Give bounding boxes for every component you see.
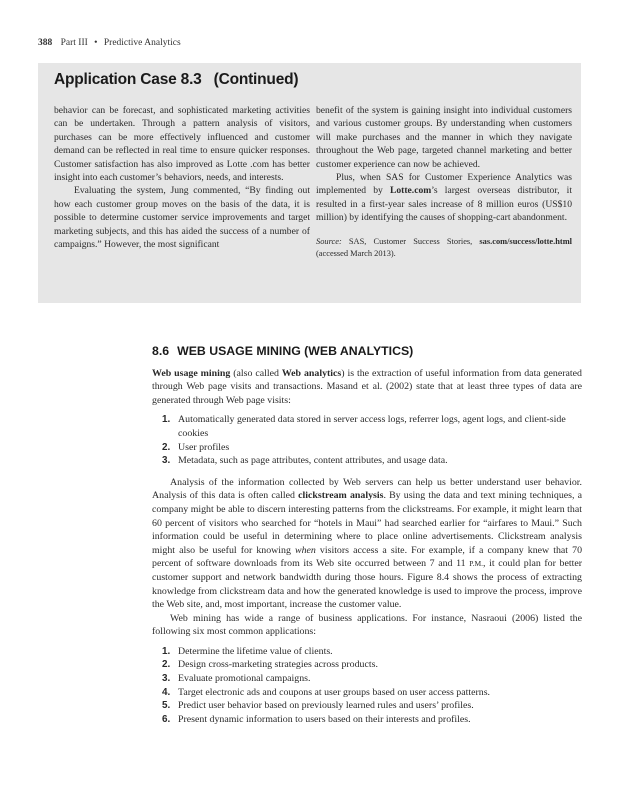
running-head bbox=[38, 38, 181, 48]
text-span: ’s largest overseas distributor, it resulted in a first-year sales increase of 8 million euros (US$10 million) by identifying the causes of shopping-cart abandonment. bbox=[316, 185, 572, 224]
item-text: Present dynamic information to users based on their interests and profiles. bbox=[178, 713, 471, 725]
item-number: 5. bbox=[162, 700, 171, 712]
item-number: 1. bbox=[162, 414, 171, 426]
section-heading bbox=[152, 345, 582, 359]
data-types-list bbox=[152, 413, 582, 467]
list-item bbox=[152, 686, 582, 700]
case-source bbox=[316, 236, 572, 260]
page-number: 388 bbox=[38, 38, 53, 48]
text-span: . By using the data and text mining techniques, a company might be able to discern interesting patterns from the clickstreams. For example, it might learn that 60 percent of visitors who searched for “hotels in Maui” had searched earlier for “airfares to Maui.” Such information could be useful in determining where to place online advertisements. Clickstream analysis might also be useful for knowing bbox=[152, 490, 582, 556]
case-right-paragraph-1: benefit of the system is gaining insight into individual customers and various customer groups. By understanding when customers will make purchases and the manner in which they navigate throughout the Web page, targeted channel marketing and better customer experience can now be achieved. bbox=[316, 105, 572, 170]
term-web-usage-mining: Web usage mining bbox=[152, 367, 231, 379]
item-text: Target electronic ads and coupons at user groups based on user access patterns. bbox=[178, 686, 491, 698]
list-item bbox=[152, 672, 582, 686]
text-span: visitors access a site. For example, if a company knew that 70 percent of software downloads from its Web site occurred between 7 and 11 bbox=[152, 544, 583, 570]
text-span: , it could plan for better customer support and network bandwidth during those hours. Figure 8.4 shows the process of extracting knowledge from clickstream data and how the generated knowledge is used to improve the process, improve the Web site, and, most important, increase the customer value. bbox=[152, 558, 583, 611]
pm-label: P.M. bbox=[469, 559, 483, 569]
item-text: Automatically generated data stored in server access logs, referrer logs, agent logs, and client-side cookies bbox=[178, 414, 566, 439]
case-title-suffix: (Continued) bbox=[213, 71, 299, 88]
list-item bbox=[152, 441, 582, 455]
term-clickstream-analysis: clickstream analysis bbox=[298, 490, 384, 502]
item-number: 1. bbox=[162, 645, 171, 657]
section-number: 8.6 bbox=[152, 344, 170, 358]
item-number: 2. bbox=[162, 441, 171, 453]
text-span: (also called bbox=[230, 367, 282, 379]
source-label: Source: bbox=[316, 236, 342, 246]
emphasis-when: when bbox=[294, 544, 316, 556]
part-label: Part III bbox=[60, 38, 88, 48]
section-label: Predictive Analytics bbox=[103, 38, 181, 48]
item-number: 6. bbox=[162, 713, 171, 725]
case-right-column bbox=[316, 104, 572, 260]
item-number: 3. bbox=[162, 455, 171, 467]
case-title bbox=[54, 71, 298, 89]
applications-list bbox=[152, 645, 582, 727]
item-number: 3. bbox=[162, 673, 171, 685]
case-left-paragraph-2: Evaluating the system, Jung commented, “By finding out how each customer group moves on the basis of the data, it is possible to determine customer service improvements and target marketing subjects, and this has aided the success of a number of campaigns.” However, the most significant bbox=[54, 185, 310, 251]
item-text: User profiles bbox=[178, 441, 230, 453]
clickstream-paragraph bbox=[152, 476, 582, 612]
source-tail: (accessed March 2013). bbox=[316, 248, 396, 258]
text-span: ) is the extraction of useful information from data generated through Web page visits and transactions. Masand et al. (2002) state that at least three types of data are generated through Web page visits: bbox=[152, 367, 582, 406]
case-title-main: Application Case 8.3 bbox=[54, 71, 202, 88]
lotte-link: Lotte.com bbox=[389, 185, 432, 197]
case-right-paragraph-2 bbox=[316, 171, 572, 225]
text-span: Plus, when SAS for Customer Experience Analytics was implemented by bbox=[316, 172, 572, 197]
list-item bbox=[152, 658, 582, 672]
item-text: Metadata, such as page attributes, content attributes, and usage data. bbox=[178, 455, 448, 467]
separator: • bbox=[94, 38, 98, 48]
term-web-analytics: Web analytics bbox=[281, 367, 342, 379]
intro-paragraph bbox=[152, 367, 582, 408]
source-link: sas.com/success/lotte.html bbox=[479, 236, 572, 246]
source-text: SAS, Customer Success Stories, bbox=[341, 236, 480, 246]
application-case-box bbox=[38, 63, 581, 303]
item-number: 4. bbox=[162, 686, 171, 698]
list-item bbox=[152, 645, 582, 659]
item-number: 2. bbox=[162, 659, 171, 671]
section-8-6 bbox=[152, 345, 582, 734]
text-span: Analysis of the information collected by Web servers can help us better understand user behavior. Analysis of this data is often called bbox=[152, 476, 582, 502]
item-text: Predict user behavior based on previously learned rules and users’ profiles. bbox=[178, 700, 474, 712]
list-item bbox=[152, 713, 582, 727]
item-text: Determine the lifetime value of clients. bbox=[178, 645, 333, 657]
case-left-column bbox=[54, 104, 310, 251]
item-text: Design cross-marketing strategies across products. bbox=[178, 659, 378, 671]
list-item bbox=[152, 699, 582, 713]
applications-intro: Web mining has wide a range of business applications. For instance, Nasraoui (2006) listed the following six most common applications: bbox=[152, 612, 582, 638]
case-left-paragraph-1: behavior can be forecast, and sophisticated marketing activities can be undertaken. Through a pattern analysis of visitors, purchases can be more effectively influenced and customer demand can be reflected in real time to ensure quicker responses. Customer satisfaction has also improved as Lotte .com has better insight into each customer’s behaviors, needs, and interests. bbox=[54, 105, 310, 184]
list-item bbox=[152, 454, 582, 468]
list-item bbox=[152, 413, 582, 440]
section-title: WEB USAGE MINING (WEB ANALYTICS) bbox=[177, 344, 414, 358]
item-text: Evaluate promotional campaigns. bbox=[178, 673, 311, 685]
